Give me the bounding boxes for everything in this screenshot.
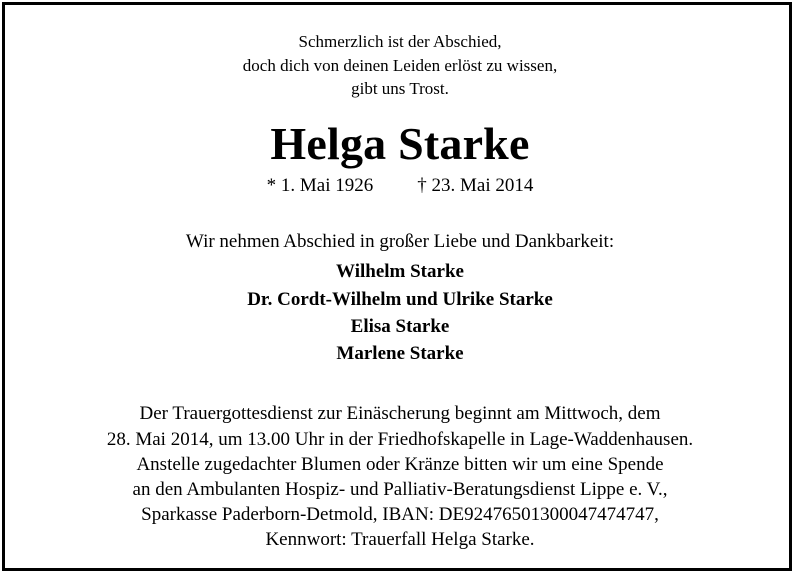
service-notice-line: 28. Mai 2014, um 13.00 Uhr in der Friedhofskapelle in Lage-Waddenhausen. <box>106 429 694 450</box>
verse-line-3: gibt uns Trost. <box>351 79 449 98</box>
mourner-name: Marlene Starke <box>336 343 464 364</box>
mourner-name: Dr. Cordt-Wilhelm und Ulrike Starke <box>247 289 553 310</box>
mourner-name: Wilhelm Starke <box>336 261 464 282</box>
service-notice-line: Anstelle zugedachter Blumen oder Kränze bitten wir um eine Spende <box>136 454 664 475</box>
service-notice-line: Der Trauergottesdienst zur Einäscherung beginnt am Mittwoch, dem <box>139 403 661 424</box>
death-date: † 23. Mai 2014 <box>417 175 534 196</box>
mourner-name: Elisa Starke <box>350 316 450 337</box>
deceased-name: Helga Starke <box>270 118 530 169</box>
farewell-intro: Wir nehmen Abschied in großer Liebe und Dankbarkeit: <box>185 231 615 252</box>
life-dates <box>0 174 800 198</box>
verse-line-1: Schmerzlich ist der Abschied, <box>298 32 502 51</box>
service-notice-line: Sparkasse Paderborn-Detmold, IBAN: DE92476501300047474747, <box>141 504 659 525</box>
birth-date: * 1. Mai 1926 <box>266 175 374 196</box>
verse-line-2: doch dich von deinen Leiden erlöst zu wissen, <box>242 56 558 75</box>
service-notice-line: an den Ambulanten Hospiz- und Palliativ-Beratungsdienst Lippe e. V., <box>132 479 668 500</box>
service-notice-line: Kennwort: Trauerfall Helga Starke. <box>265 529 535 550</box>
